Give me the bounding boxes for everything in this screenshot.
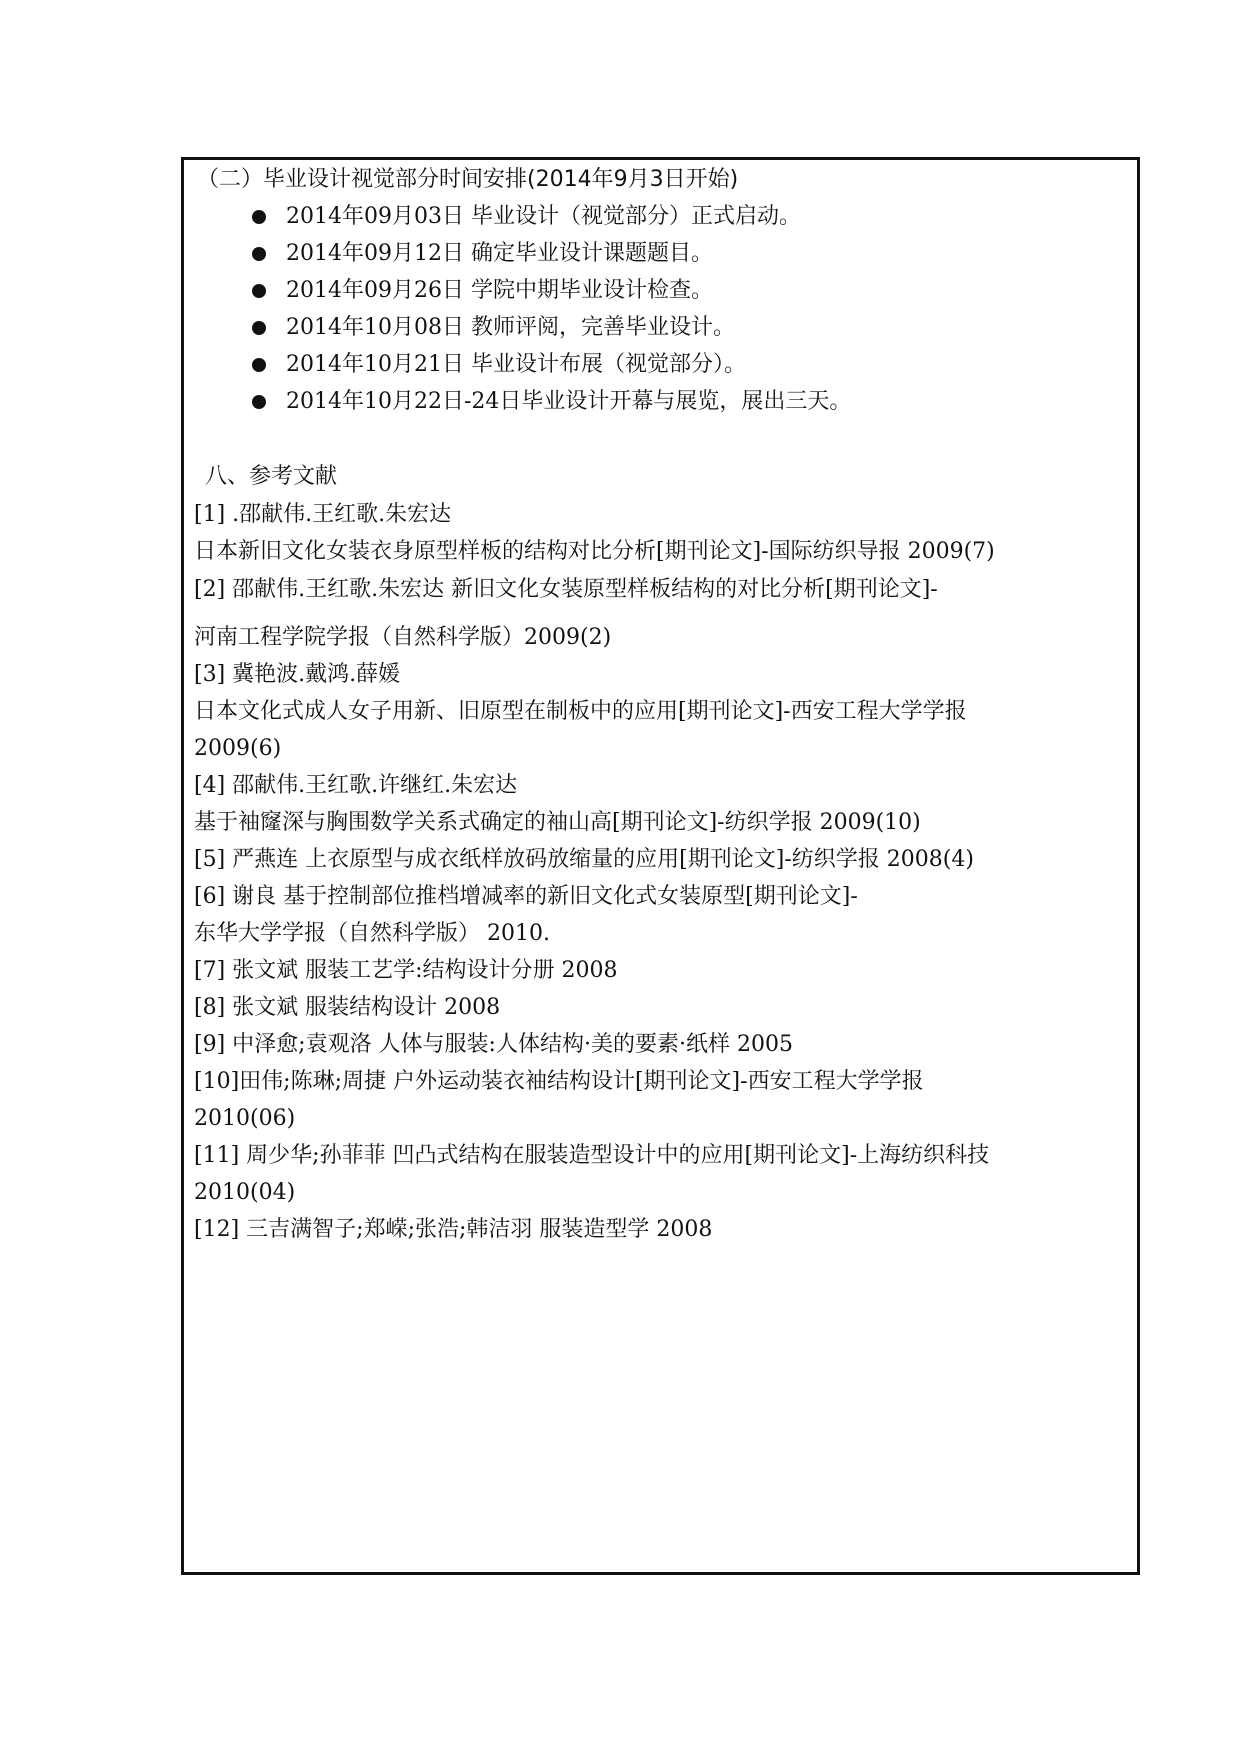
- schedule-item-text: 2014年10月21日 毕业设计布展（视觉部分）。: [286, 352, 746, 377]
- reference-line: 2010(04): [194, 1180, 296, 1205]
- reference-line: 基于袖窿深与胸围数学关系式确定的袖山高[期刊论文]-纺织学报 2009(10): [194, 810, 921, 835]
- schedule-item-text: 2014年10月22日-24日毕业设计开幕与展览，展出三天。: [286, 389, 852, 414]
- bullet-icon: [252, 247, 266, 261]
- bullet-icon: [252, 395, 266, 409]
- bullet-icon: [252, 321, 266, 335]
- reference-line: 河南工程学院学报（自然科学版）2009(2): [194, 625, 612, 650]
- reference-line: [12] 三吉满智子;郑嵘;张浩;韩洁羽 服装造型学 2008: [194, 1217, 713, 1242]
- reference-line: [5] 严燕连 上衣原型与成衣纸样放码放缩量的应用[期刊论文]-纺织学报 2008(4): [194, 847, 974, 872]
- reference-line: [6] 谢良 基于控制部位推档增减率的新旧文化式女装原型[期刊论文]-: [194, 884, 858, 909]
- reference-line: 日本文化式成人女子用新、旧原型在制板中的应用[期刊论文]-西安工程大学学报: [194, 699, 967, 724]
- reference-line: [1] .邵献伟.王红歌.朱宏达: [194, 502, 452, 527]
- reference-line: [11] 周少华;孙菲菲 凹凸式结构在服装造型设计中的应用[期刊论文]-上海纺织科技: [194, 1143, 990, 1168]
- reference-line: 2010(06): [194, 1106, 296, 1131]
- bullet-icon: [252, 210, 266, 224]
- reference-line: [4] 邵献伟.王红歌.许继红.朱宏达: [194, 773, 518, 798]
- schedule-item-text: 2014年09月12日 确定毕业设计课题题目。: [286, 241, 713, 266]
- schedule-heading: （二）毕业设计视觉部分时间安排(2014年9月3日开始): [197, 167, 739, 192]
- bullet-icon: [252, 284, 266, 298]
- reference-line: [9] 中泽愈;袁观洛 人体与服装:人体结构·美的要素·纸样 2005: [194, 1032, 793, 1057]
- reference-line: [10]田伟;陈琳;周捷 户外运动装衣袖结构设计[期刊论文]-西安工程大学学报: [194, 1069, 924, 1094]
- references-heading: 八、参考文献: [205, 464, 338, 489]
- reference-line: 东华大学学报（自然科学版） 2010.: [194, 921, 550, 946]
- reference-line: [3] 冀艳波.戴鸿.薛媛: [194, 662, 401, 687]
- reference-line: [2] 邵献伟.王红歌.朱宏达 新旧文化女装原型样板结构的对比分析[期刊论文]-: [194, 577, 938, 602]
- schedule-item-text: 2014年09月03日 毕业设计（视觉部分）正式启动。: [286, 204, 801, 229]
- reference-line: 日本新旧文化女装衣身原型样板的结构对比分析[期刊论文]-国际纺织导报 2009(7): [194, 539, 995, 564]
- reference-line: [7] 张文斌 服装工艺学:结构设计分册 2008: [194, 958, 618, 983]
- schedule-item-text: 2014年10月08日 教师评阅，完善毕业设计。: [286, 315, 735, 340]
- schedule-item-text: 2014年09月26日 学院中期毕业设计检查。: [286, 278, 713, 303]
- reference-line: 2009(6): [194, 736, 282, 761]
- reference-line: [8] 张文斌 服装结构设计 2008: [194, 995, 501, 1020]
- bullet-icon: [252, 358, 266, 372]
